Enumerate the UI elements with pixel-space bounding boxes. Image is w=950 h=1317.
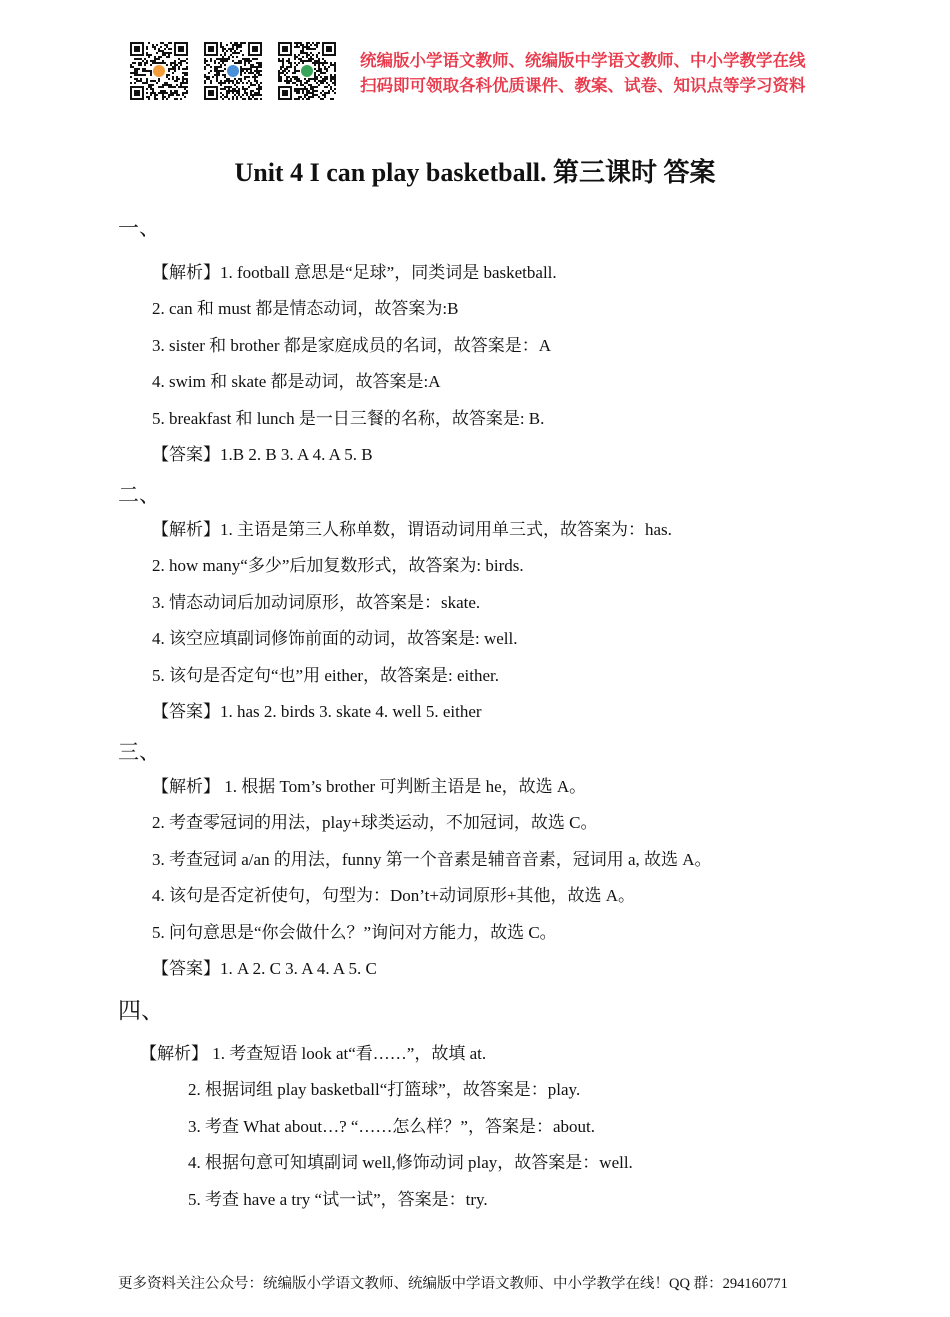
answer-line: 4. 该空应填副词修饰前面的动词，故答案是: well. [152,629,518,648]
answer-key-line: 【答案】1. A 2. C 3. A 4. A 5. C [152,959,377,978]
banner-line-1: 统编版小学语文教师、统编版中学语文教师、中小学教学在线 [360,51,806,70]
answer-line: 3. 情态动词后加动词原形，故答案是：skate. [152,593,481,612]
qr-code-icon [130,42,188,100]
section-heading-3: 三、 [118,740,160,764]
answer-line: 2. can 和 must 都是情态动词，故答案为:B [152,299,459,318]
answer-line: 【解析】 1. 根据 Tom’s brother 可判断主语是 he，故选 A。 [152,777,587,796]
answer-line: 4. swim 和 skate 都是动词，故答案是:A [152,372,441,391]
answer-line: 4. 根据句意可知填副词 well,修饰动词 play，故答案是：well. [188,1153,633,1172]
promo-banner [360,48,806,98]
answer-line: 5. 该句是否定句“也”用 either，故答案是: either. [152,666,500,685]
answer-line: 4. 该句是否定祈使句，句型为：Don’t+动词原形+其他，故选 A。 [152,886,636,905]
answer-key-line: 【答案】1. has 2. birds 3. skate 4. well 5. either [152,702,482,721]
answer-line: 5. 问句意思是“你会做什么？”询问对方能力，故选 C。 [152,923,557,942]
answer-line: 2. 考查零冠词的用法，play+球类运动，不加冠词，故选 C。 [152,813,598,832]
answer-line: 2. 根据词组 play basketball“打篮球”，故答案是：play. [188,1080,581,1099]
answer-key-line: 【答案】1.B 2. B 3. A 4. A 5. B [152,445,373,464]
answer-line: 3. 考查 What about…? “……怎么样？”，答案是：about. [188,1117,595,1136]
banner-line-2: 扫码即可领取各科优质课件、教案、试卷、知识点等学习资料 [360,76,806,95]
section-heading-2: 二、 [118,483,160,507]
answer-line: 5. 考查 have a try “试一试”，答案是：try. [188,1190,488,1209]
answer-line: 5. breakfast 和 lunch 是一日三餐的名称，故答案是: B. [152,409,545,428]
page-title: Unit 4 I can play basketball. 第三课时 答案 [234,158,716,187]
section-heading-1: 一、 [118,216,160,240]
answer-line: 【解析】1. football 意思是“足球”，同类词是 basketball. [152,263,557,282]
qr-code-icon [278,42,336,100]
answer-line: 3. 考查冠词 a/an 的用法，funny 第一个音素是辅音音素，冠词用 a, 故选 A。 [152,850,712,869]
footer-note: 更多资料关注公众号：统编版小学语文教师、统编版中学语文教师、中小学教学在线！QQ 群：294160771 [118,1276,788,1292]
qr-code-group [130,42,336,100]
answer-line: 2. how many“多少”后加复数形式，故答案为: birds. [152,556,524,575]
answer-line: 【解析】 1. 考查短语 look at“看……”，故填 at. [140,1044,487,1063]
answer-line: 【解析】1. 主语是第三人称单数，谓语动词用单三式，故答案为：has. [152,520,672,539]
answer-line: 3. sister 和 brother 都是家庭成员的名词，故答案是：A [152,336,552,355]
section-heading-4: 四、 [118,998,164,1023]
qr-code-icon [204,42,262,100]
